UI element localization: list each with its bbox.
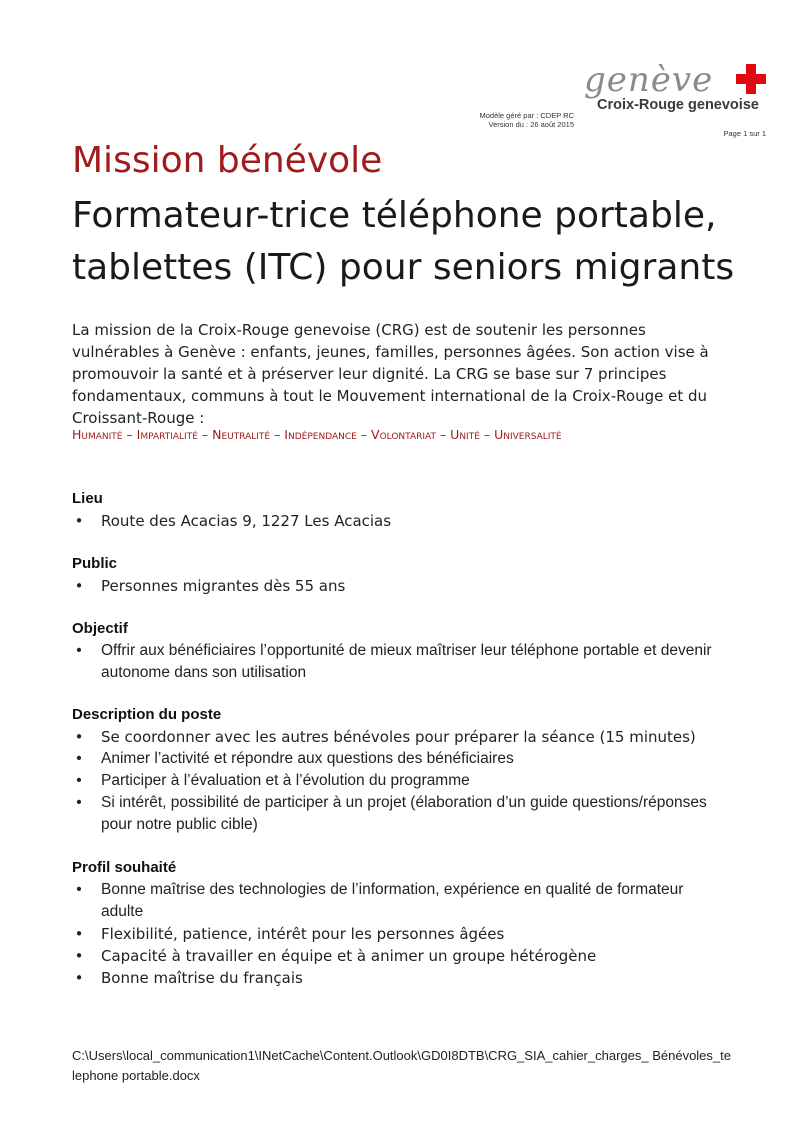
list-item: • Route des Acacias 9, 1227 Les Acacias [74, 512, 392, 530]
intro-paragraph: La mission de la Croix-Rouge genevoise (CRG) est de soutenir les personnes vulnérables à Genève : enfants, jeunes, familles, personnes âgées. Son action vise à promouvoir la santé et à préserver leur dignité. La CRG se base sur 7 principes fondamentaux, communs à tout le Mouvement international de la Croix-Rouge et du Croissant-Rouge : [72, 321, 709, 427]
title-line-2: tablettes (ITC) pour seniors migrants [72, 247, 735, 288]
mission-kicker: Mission bénévole [72, 140, 383, 181]
title-line-1: Formateur-trice téléphone portable, [72, 195, 717, 236]
list-item: • Se coordonner avec les autres bénévoles pour préparer la séance (15 minutes) [74, 728, 696, 746]
page-number: Page 1 sur 1 [723, 129, 766, 138]
list-item: • Capacité à travailler en équipe et à animer un groupe hétérogène [74, 947, 597, 965]
meta-version: Version du : 26 août 2015 [488, 120, 574, 129]
meta-managed-by: Modèle géré par : CDEP RC [479, 111, 574, 120]
list-item: • Bonne maîtrise du français [74, 969, 303, 987]
list-item: • Bonne maîtrise des technologies de l’information, expérience en qualité de formateur adulte [76, 881, 684, 920]
list-item: • Personnes migrantes dès 55 ans [74, 577, 346, 595]
section-lieu [72, 488, 722, 532]
section-heading: Lieu [72, 490, 103, 507]
document-meta [440, 111, 574, 129]
list-item: • Animer l’activité et répondre aux questions des bénéficiaires [76, 750, 514, 767]
section-heading: Objectif [72, 620, 128, 637]
list-item: • Offrir aux bénéficiaires l’opportunité de mieux maîtriser leur téléphone portable et devenir autonome dans son utilisation [76, 642, 712, 681]
section-heading: Public [72, 555, 118, 572]
section-description [72, 704, 722, 836]
list-item: • Participer à l’évaluation et à l’évolution du programme [76, 772, 470, 789]
logo-name: Croix-Rouge genevoise [597, 97, 759, 113]
section-heading: Profil souhaité [72, 859, 177, 876]
list-item: • Flexibilité, patience, intérêt pour les personnes âgées [74, 925, 505, 943]
crg-logo [584, 60, 770, 122]
section-public [72, 553, 722, 597]
section-heading: Description du poste [72, 706, 222, 723]
principles-line: Humanité – Impartialité – Neutralité – Indépendance – Volontariat – Unité – Universalité [72, 427, 562, 442]
section-objectif [72, 618, 722, 684]
file-path-footer: C:\Users\local_communication1\INetCache\Content.Outlook\GD0I8DTB\CRG_SIA_cahier_charges_ Bénévoles_telephone portable.docx [72, 1048, 731, 1083]
page-title [72, 190, 782, 294]
red-cross-icon [736, 64, 766, 94]
list-item: • Si intérêt, possibilité de participer à un projet (élaboration d’un guide questions/réponses pour notre public cible) [76, 794, 707, 833]
logo-script-text: genève [584, 60, 714, 100]
section-profil [72, 857, 722, 989]
